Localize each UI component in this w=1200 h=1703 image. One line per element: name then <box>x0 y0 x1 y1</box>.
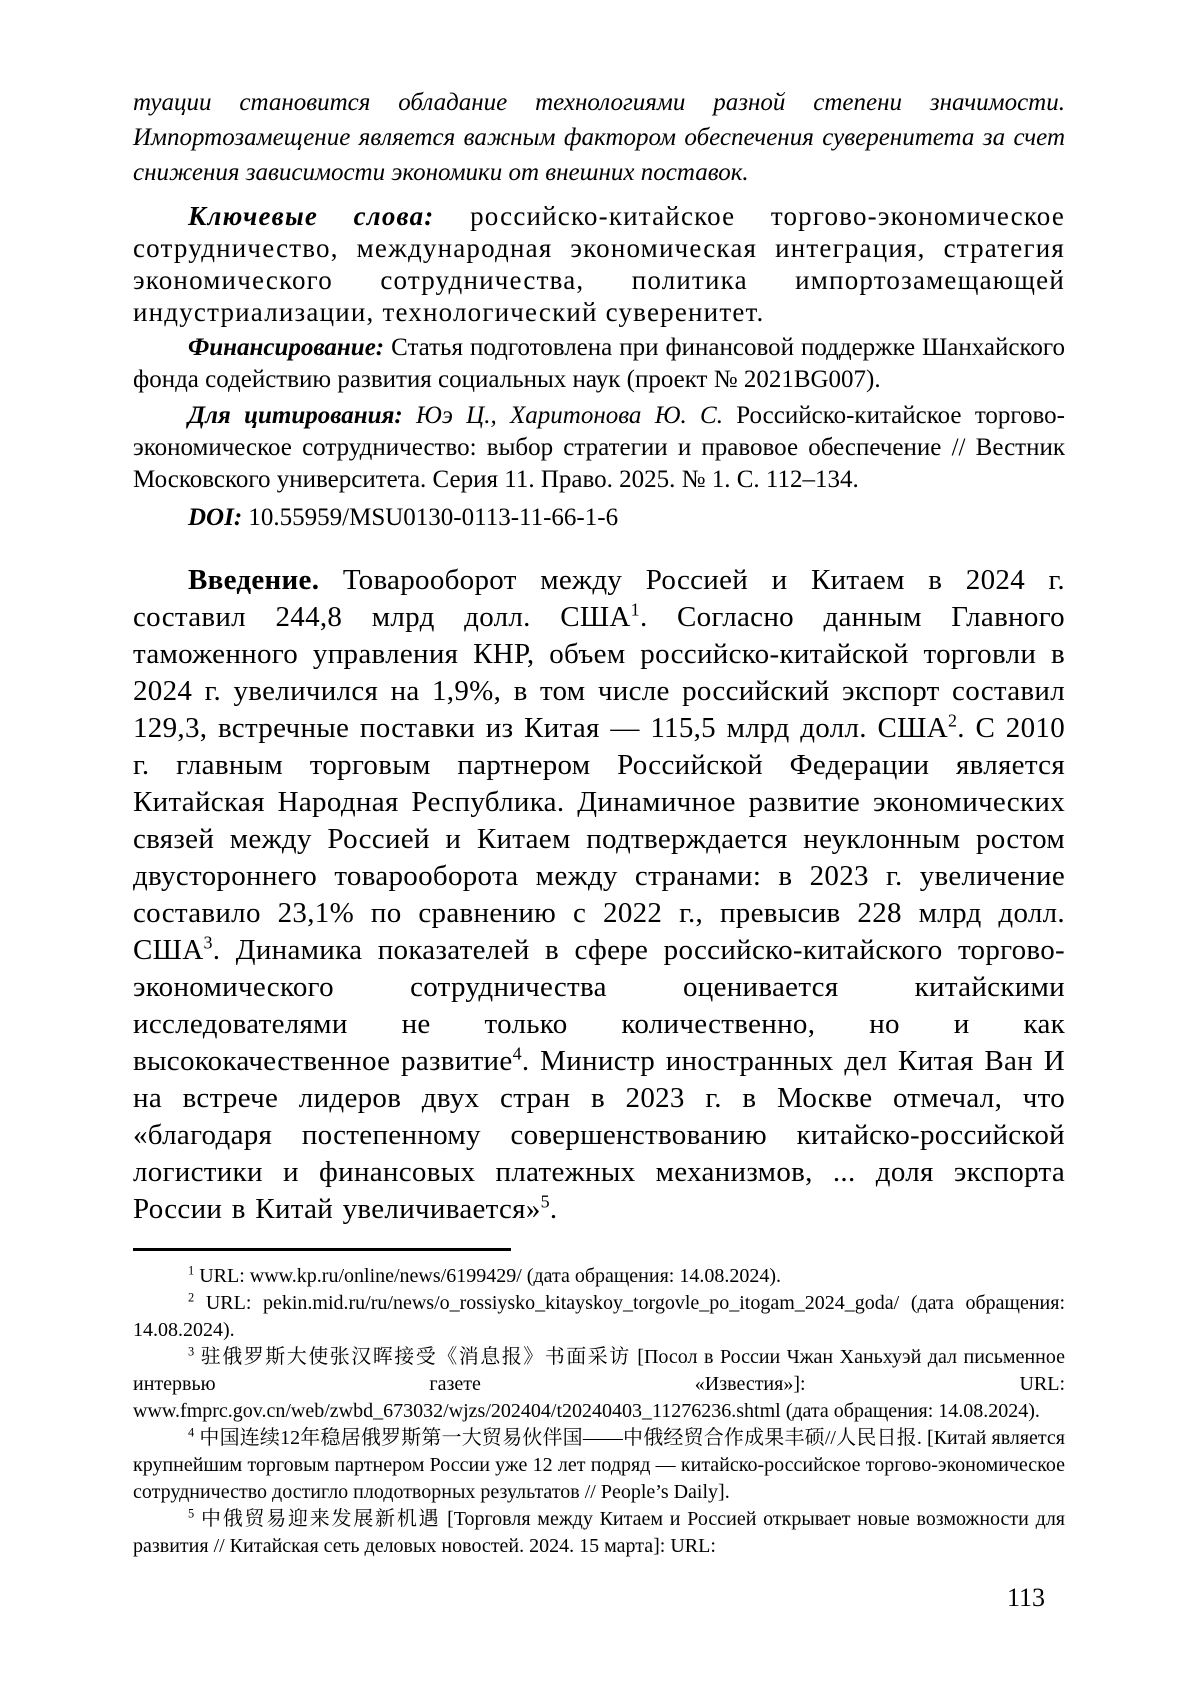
abstract-text: туации становится обладание технологиями разной степени значимости. Импортозамещение является важным фактором обеспечения суверенитета за счет снижения зависимости экономики от внешних поставок. <box>133 89 1065 186</box>
footnote-marker: 1 <box>188 1263 195 1278</box>
keywords-label: Ключевые слова: <box>188 201 435 231</box>
funding-text: Статья подготовлена при финансовой поддержке Шанхайского фонда содействию развития социальных наук (проект № 2021BG007). <box>133 334 1065 393</box>
funding-paragraph <box>133 332 1065 396</box>
introduction-heading: Введение. <box>188 564 320 596</box>
page-number: 113 <box>1006 1583 1045 1612</box>
doi-label: DOI: <box>188 504 243 531</box>
footnote-ref: 3 <box>203 932 213 953</box>
footnote: $^3$ 驻俄罗斯大使张汉晖接受《消息报》书面采访 [Посол в России Чжан Ханьхуэй дал письменное интервью газете «Известия»]: URL: www.fmprc.gov.cn/web/zwbd_673032/wjzs/202404/t20240403_11276236.shtml (дата обращения: 14.08.2024). <box>133 1344 1065 1422</box>
footnote-marker: 5 <box>188 1506 195 1521</box>
citation-authors: Юэ Ц., Харитонова Ю. С. <box>416 402 723 429</box>
keywords-text: российско-китайское торгово-экономическое сотрудничество, международная экономическая интеграция, стратегия экономического сотрудничества, политика импортозамещающей индустриализации, технологический суверенитет. <box>133 201 1066 327</box>
footnote: $^5$ 中俄贸易迎来发展新机遇 [Торговля между Китаем и Россией открывает новые возможности для развития // Китайская сеть деловых новостей. 2024. 15 марта]: URL: <box>133 1506 1065 1557</box>
citation-text: Российско-китайское торгово-экономическое сотрудничество: выбор стратегии и правовое обеспечение // Вестник Московского университета. Серия 11. Право. 2025. № 1. С. 112–134. <box>133 402 1065 493</box>
footnote-marker: 4 <box>188 1425 195 1440</box>
citation-paragraph <box>133 400 1065 496</box>
footnote: $^4$ 中国连续12年稳居俄罗斯第一大贸易伙伴国——中俄经贸合作成果丰硕//人民日报. [Китай является крупнейшим торговым партнером России уже 12 лет подряд — китайско-российское торгово-экономическое сотрудничество достигло плодотворных результатов // People’s Daily]. <box>133 1425 1065 1503</box>
footnotes-section <box>133 1263 1065 1560</box>
introduction-text: Товарооборот между Россией и Китаем в 2024 г. составил 244,8 млрд долл. США$^1$. Согласно данным Главного таможенного управления КНР, объем российско-китайской торговли в 2024 г. увеличился на 1,9%, в том числе российский экспорт составил 129,3, встречные поставки из Китая — 115,5 млрд долл. США$^2$. С 2010 г. главным торговым партнером Российской Федерации является Китайская Народная Республика. Динамичное развитие экономических связей между Россией и Китаем подтверждается неуклонным ростом двустороннего товарооборота между странами: в 2023 г. увеличение составило 23,1% по сравнению с 2022 г., превысив 228 млрд долл. США$^3$. Динамика показателей в сфере российско-китайского торгово-экономического сотрудничества оценивается китайскими исследователями не только количественно, но и как высококачественное развитие$^4$. Министр иностранных дел Китая Ван И на встрече лидеров двух стран в 2023 г. в Москве отмечал, что «благодаря постепенному совершенствованию китайско-российской логистики и финансовых платежных механизмов, ... доля экспорта России в Китай увеличивается»$^5$. <box>133 564 1065 1225</box>
footnote-separator <box>133 1248 511 1251</box>
footnote-ref: 4 <box>512 1043 522 1064</box>
introduction-paragraph <box>133 562 1065 1228</box>
footnote: $^2$ URL: pekin.mid.ru/ru/news/o_rossiysko_kitayskoy_torgovle_po_itogam_2024_goda/ (дата обращения: 14.08.2024). <box>133 1290 1065 1341</box>
doi-value: 10.55959/MSU0130-0113-11-66-1-6 <box>248 504 619 531</box>
footnote: $^1$ URL: www.kp.ru/online/news/6199429/ (дата обращения: 14.08.2024). <box>188 1263 781 1287</box>
doi-paragraph <box>133 502 1065 534</box>
footnote-marker: 2 <box>188 1290 195 1305</box>
footnote-ref: 5 <box>540 1191 550 1212</box>
keywords-paragraph <box>133 200 1065 328</box>
footnote-ref: 2 <box>947 710 958 731</box>
footnote-marker: 3 <box>188 1344 195 1359</box>
citation-label: Для цитирования: <box>188 402 403 429</box>
funding-label: Финансирование: <box>188 334 385 361</box>
footnote-ref: 1 <box>630 599 640 620</box>
